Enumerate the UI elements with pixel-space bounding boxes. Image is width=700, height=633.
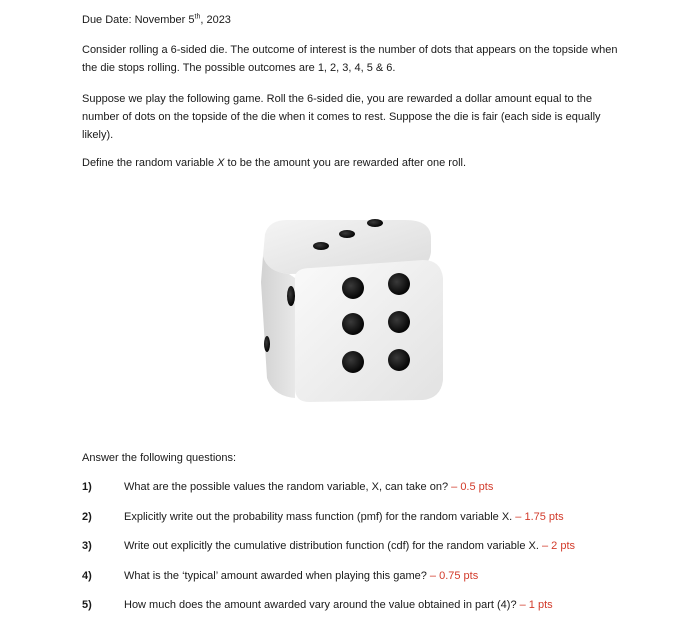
question-text: [124, 537, 575, 555]
die-top-pip: [367, 219, 383, 227]
question-text: [124, 596, 553, 614]
due-date: [82, 11, 622, 29]
question-3: [82, 537, 642, 555]
question-number: 5): [82, 599, 92, 611]
die-image: [255, 212, 445, 402]
question-2: [82, 508, 642, 526]
question-text: [124, 567, 478, 585]
question-points: – 0.75 pts: [429, 570, 479, 582]
die-left-face: [261, 256, 295, 398]
die-icon: [255, 212, 445, 402]
die-top-pip: [313, 242, 329, 250]
due-date-suffix: , 2023: [200, 14, 231, 26]
die-front-pip: [342, 277, 364, 299]
define-after: to be the amount you are rewarded after one roll.: [224, 157, 467, 169]
die-left-pip: [287, 286, 295, 306]
question-number: 1): [82, 481, 92, 493]
answer-header: Answer the following questions:: [82, 452, 237, 464]
question-points: – 1.75 pts: [515, 511, 564, 523]
question-1: [82, 478, 642, 496]
question-number: 2): [82, 511, 92, 523]
question-5: [82, 596, 642, 614]
game-paragraph: Suppose we play the following game. Roll the 6-sided die, you are rewarded a dollar amount equal to the number of dots on the topside of the die when it comes to rest. Suppose the die is fair (each side is equally likely).: [82, 93, 601, 141]
question-number: 4): [82, 570, 92, 582]
question-4: [82, 567, 642, 585]
die-front-pip: [342, 351, 364, 373]
die-front-pip: [388, 273, 410, 295]
question-body: Write out explicitly the cumulative distribution function (cdf) for the random variable X.: [124, 540, 542, 552]
due-date-superscript: th: [194, 13, 201, 21]
die-front-pip: [342, 313, 364, 335]
question-body: What are the possible values the random variable, X, can take on?: [124, 481, 452, 493]
question-body: What is the ‘typical’ amount awarded when playing this game?: [124, 570, 430, 582]
die-top-pip: [339, 230, 355, 238]
question-number: 3): [82, 540, 92, 552]
question-points: – 2 pts: [541, 540, 576, 552]
question-text: [124, 508, 564, 526]
question-text: [124, 478, 493, 496]
die-front-pip: [388, 349, 410, 371]
question-points: – 0.5 pts: [451, 481, 494, 493]
question-body: Explicitly write out the probability mass function (pmf) for the random variable X.: [124, 511, 516, 523]
define-paragraph: [82, 154, 622, 172]
define-variable: X: [217, 157, 225, 169]
define-before: Define the random variable: [82, 157, 218, 169]
due-date-prefix: Due Date: November 5: [82, 14, 195, 26]
intro-paragraph: Consider rolling a 6-sided die. The outcome of interest is the number of dots that appears on the topside when the die stops rolling. The possible outcomes are 1, 2, 3, 4, 5 & 6.: [82, 44, 618, 74]
question-points: – 1 pts: [519, 599, 553, 611]
die-left-pip: [264, 336, 270, 352]
die-front-face: [295, 260, 443, 402]
die-front-pip: [388, 311, 410, 333]
question-body: How much does the amount awarded vary around the value obtained in part (4)?: [124, 599, 520, 611]
